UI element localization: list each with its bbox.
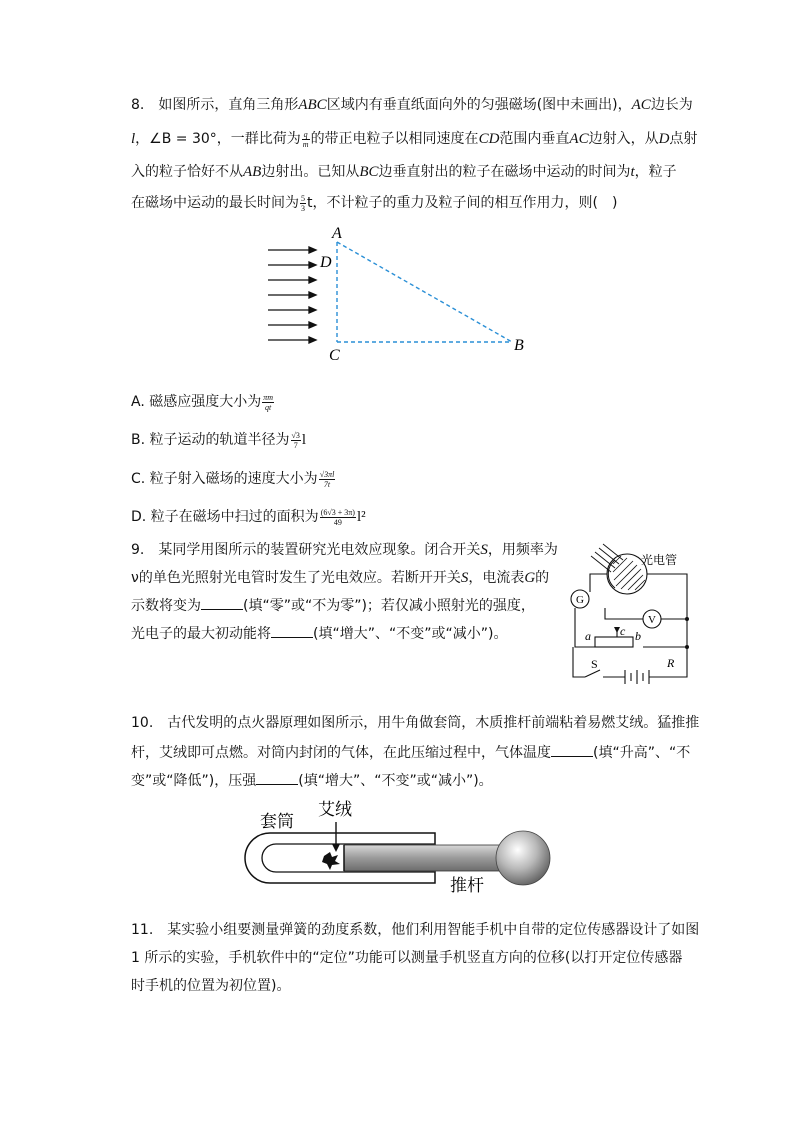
q8-line-3: 入的粒子恰好不从AB边射出。已知从BC边垂直射出的粒子在磁场中运动的时间为t，粒子 bbox=[131, 164, 677, 180]
q8-option-c[interactable]: C. 粒子射入磁场的速度大小为 $\frac{√3\pi l}{7t}$ bbox=[131, 469, 335, 489]
q11-line-1: 11. 某实验小组要测量弹簧的劲度系数，他们利用智能手机中自带的定位传感器设计了如图 bbox=[131, 922, 700, 938]
q8-triangle-figure bbox=[262, 222, 532, 367]
q8-line-4: 在磁场中运动的最长时间为 $\frac{5}{3}$ t，不计粒子的重力及粒子间的相互作用力，则( ) bbox=[131, 193, 618, 213]
label-moxa: 艾绒 bbox=[318, 800, 352, 819]
q8-line-2: l，∠B = 30°，一群比荷为 $\frac{q}{m}$ 的带正电粒子以相同速度在CD范围内垂直AC边射入，从D点射 bbox=[131, 129, 698, 149]
charge-mass-ratio: $\frac{q}{m}$ bbox=[302, 129, 309, 149]
q11-line-2: 1 所示的实验，手机软件中的“定位”功能可以测量手机竖直方向的位移(以打开定位传感器 bbox=[131, 950, 683, 966]
label-sleeve: 套筒 bbox=[260, 812, 294, 831]
label-s: S bbox=[591, 657, 598, 671]
max-time-fraction: $\frac{5}{3}$ bbox=[301, 193, 305, 213]
q10-line-3: 变”或“降低”)，压强 (填“增大”、“不变”或“减小”)。 bbox=[131, 770, 493, 791]
q10-blank-1[interactable] bbox=[551, 742, 593, 757]
q8-option-a[interactable]: A. 磁感应强度大小为 $\frac{\pi m}{qt}$ bbox=[131, 392, 274, 412]
incident-particle-arrows bbox=[268, 247, 316, 343]
push-rod-handle bbox=[496, 831, 550, 885]
q9-line-1: 9. 某同学用图所示的装置研究光电效应现象。闭合开关S，用频率为 bbox=[131, 542, 558, 558]
q10-blank-2[interactable] bbox=[256, 770, 298, 785]
q10-line-2: 杆，艾绒即可点燃。对筒内封闭的气体，在此压缩过程中，气体温度 (填“升高”、“不 bbox=[131, 742, 690, 763]
label-g: G bbox=[576, 594, 584, 606]
q8-option-b[interactable]: B. 粒子运动的轨道半径为 $\frac{√3}{7}$ l bbox=[131, 430, 307, 450]
q9-line-3: 示数将变为 (填“零”或“不为零”)；若仅减小照射光的强度， bbox=[131, 595, 535, 616]
q9-blank-1[interactable] bbox=[201, 595, 243, 610]
vertex-label-a: A bbox=[332, 225, 342, 242]
label-v: V bbox=[648, 614, 656, 626]
point-label-d: D bbox=[320, 254, 332, 271]
push-rod bbox=[344, 845, 504, 871]
q8-line-1: 8. 如图所示，直角三角形ABC区域内有垂直纸面向外的匀强磁场(图中未画出)，AC边长为 bbox=[131, 97, 693, 113]
triangle-abc bbox=[337, 242, 512, 342]
q9-photoelectric-circuit bbox=[565, 542, 695, 687]
vertex-label-c: C bbox=[329, 347, 340, 364]
label-rod: 推杆 bbox=[450, 876, 484, 895]
label-r: R bbox=[667, 656, 675, 670]
label-b: b bbox=[635, 629, 641, 643]
label-phototube: 光电管 bbox=[641, 553, 678, 567]
label-a: a bbox=[585, 629, 591, 643]
q10-fire-piston-figure bbox=[240, 800, 560, 900]
vertex-label-b: B bbox=[514, 337, 524, 354]
q10-line-1: 10. 古代发明的点火器原理如图所示，用牛角做套筒，木质推杆前端粘着易燃艾绒。猛推推 bbox=[131, 715, 700, 731]
label-c: c bbox=[620, 624, 626, 638]
q9-blank-2[interactable] bbox=[271, 623, 313, 638]
q11-line-3: 时手机的位置为初位置)。 bbox=[131, 978, 291, 994]
q9-line-4: 光电子的最大初动能将 (填“增大”、“不变”或“减小”)。 bbox=[131, 623, 507, 644]
q9-line-2: ν的单色光照射光电管时发生了光电效应。若断开开关S，电流表G的 bbox=[131, 570, 550, 586]
q8-option-d[interactable]: D. 粒子在磁场中扫过的面积为 $\frac{(6√3 + 3\pi)}{49}$ l² bbox=[131, 507, 366, 527]
rheostat-icon bbox=[595, 637, 633, 647]
